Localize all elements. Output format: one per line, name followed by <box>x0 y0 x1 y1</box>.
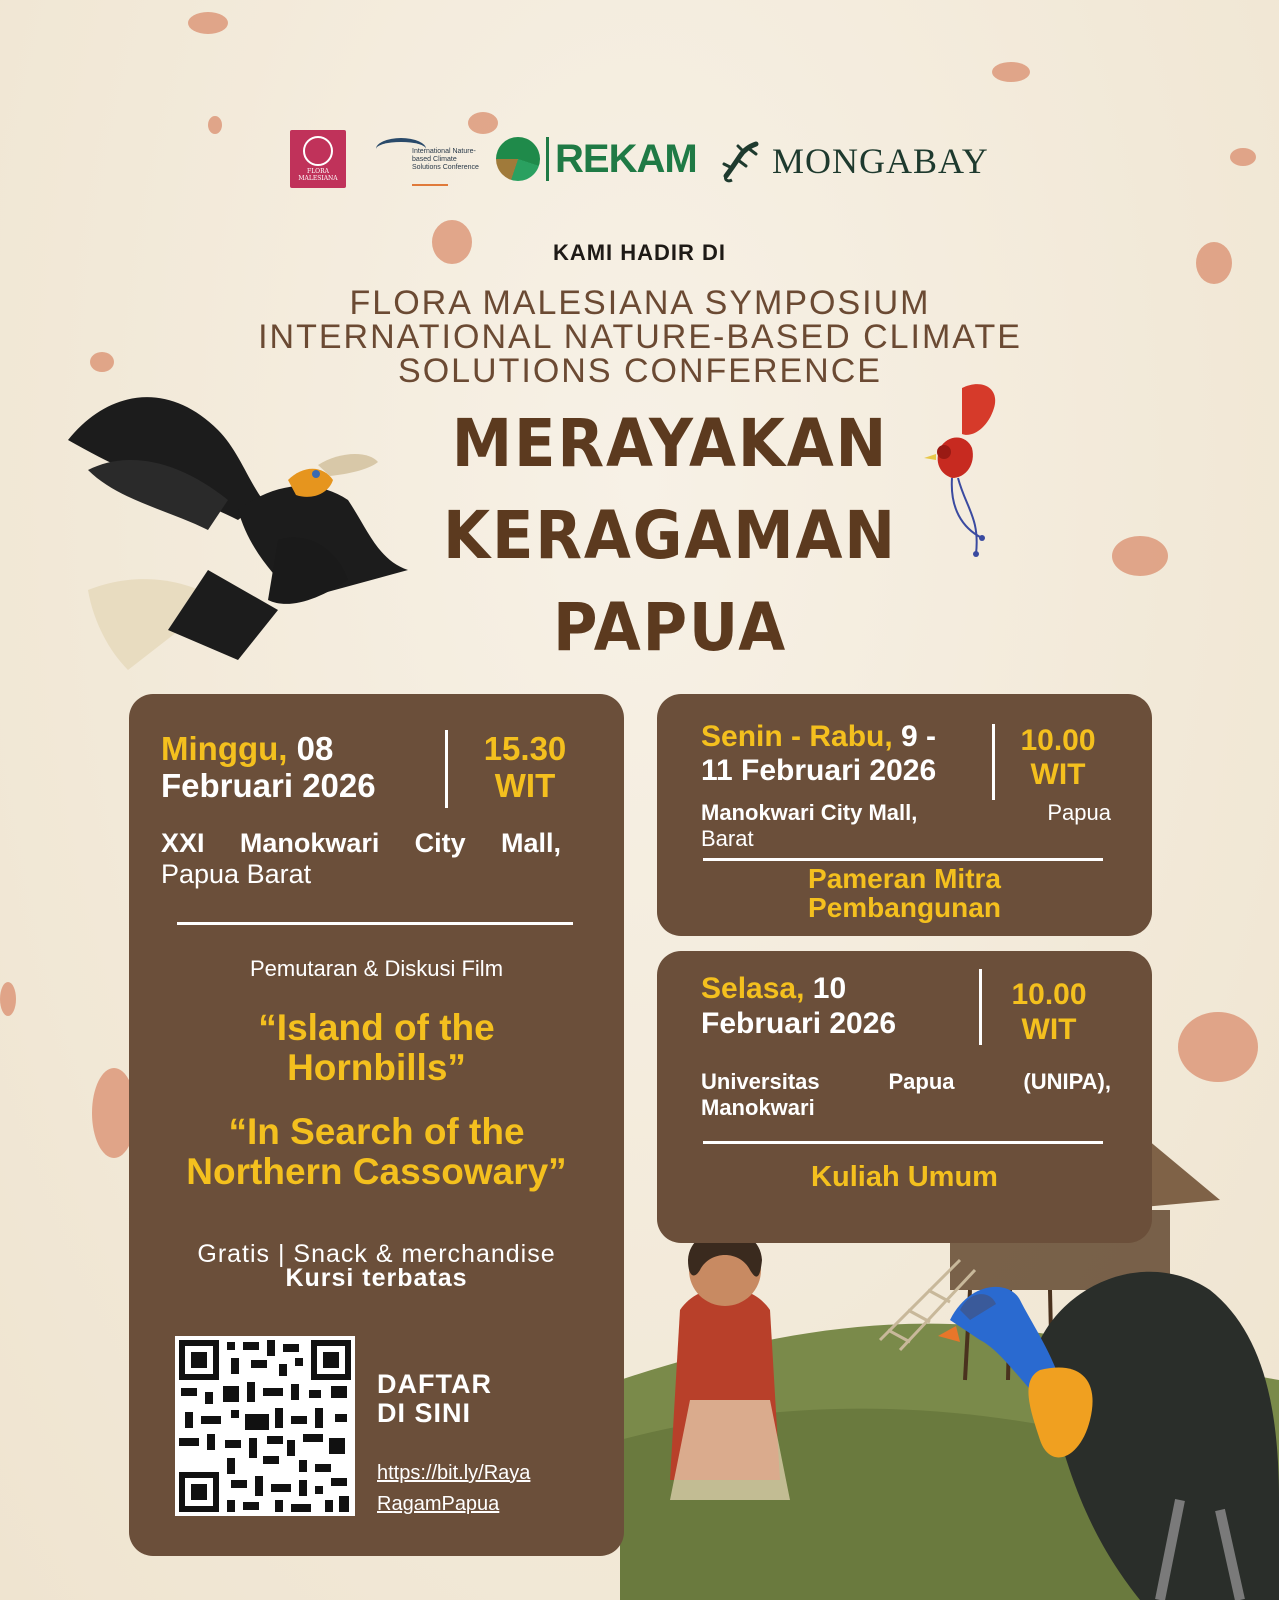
event1-date <box>161 730 376 804</box>
event1-location-2: Papua Barat <box>161 859 312 889</box>
event1-seats: Kursi terbatas <box>285 1264 468 1292</box>
event1-vertical-divider <box>445 730 448 808</box>
event1-location <box>161 828 561 890</box>
event3-time-2: WIT <box>1021 1013 1077 1046</box>
event3-time-1: 10.00 <box>1011 978 1087 1011</box>
event3-vertical-divider <box>979 969 982 1045</box>
event-card-film-screening <box>129 694 624 1556</box>
event2-location <box>701 800 1111 852</box>
climate-logo-text: International Nature-based Climate Solutions Conference <box>412 148 479 171</box>
event2-day: Senin - Rabu, <box>701 720 893 753</box>
title-line-2: KERAGAMAN <box>443 497 897 574</box>
event1-horizontal-divider <box>177 922 573 925</box>
event2-activity-2: Pembangunan <box>808 892 1001 923</box>
petal-decoration <box>188 12 228 34</box>
event1-time <box>465 730 585 804</box>
event1-time-1: 15.30 <box>483 730 567 767</box>
event3-horizontal-divider <box>703 1141 1103 1144</box>
qr-code-icon <box>175 1336 355 1516</box>
event2-date-1: 9 - <box>892 720 937 753</box>
flora-logo-text: FLORA MALESIANA <box>298 168 338 182</box>
rekam-separator <box>546 137 549 181</box>
registration-link[interactable] <box>377 1458 530 1520</box>
mongabay-logo <box>718 136 989 186</box>
event1-time-2: WIT <box>494 767 556 804</box>
film-title-2-line-1: “In Search of the <box>228 1111 525 1152</box>
event1-activity: Pemutaran & Diskusi Film <box>249 956 504 981</box>
title-line-1: MERAYAKAN <box>451 405 889 482</box>
event3-location-1: Universitas Papua (UNIPA), <box>701 1069 1111 1094</box>
film-title-2 <box>129 1112 624 1192</box>
kami-hadir-heading: KAMI HADIR DI <box>552 240 727 265</box>
logo-accent-bar <box>412 184 448 186</box>
event2-vertical-divider <box>992 724 995 800</box>
petal-decoration <box>1178 1012 1258 1082</box>
event3-time <box>993 977 1105 1047</box>
registration-qr-code[interactable] <box>175 1336 355 1516</box>
petal-decoration <box>992 62 1030 82</box>
conference-line-3: SOLUTIONS CONFERENCE <box>398 352 882 390</box>
event3-location-2: Manokwari <box>701 1095 815 1120</box>
event1-date-1: 08 <box>287 730 334 767</box>
event2-location-1: Manokwari City Mall, <box>701 800 918 825</box>
bird-of-paradise-illustration <box>922 378 1012 568</box>
event2-time <box>1003 724 1113 792</box>
film-title-1-line-1: “Island of the <box>258 1007 495 1048</box>
event2-activity <box>657 864 1152 922</box>
register-line-1: DAFTAR <box>377 1369 492 1399</box>
film-title-2-line-2: Northern Cassowary” <box>186 1151 567 1192</box>
event1-day: Minggu, <box>161 730 288 767</box>
title-line-3: PAPUA <box>552 589 788 666</box>
register-line-2: DI SINI <box>377 1398 472 1428</box>
event2-location-2: Barat <box>701 826 754 851</box>
petal-decoration <box>208 116 222 134</box>
film-title-1 <box>129 1008 624 1088</box>
mongabay-logo-text: MONGABAY <box>772 141 989 181</box>
conference-line-1: FLORA MALESIANA SYMPOSIUM <box>349 284 931 322</box>
event3-date-1: 10 <box>804 972 847 1005</box>
climate-conference-logo <box>376 128 486 192</box>
main-title <box>366 398 973 674</box>
event3-date-2: Februari 2026 <box>701 1007 897 1040</box>
event3-activity: Kuliah Umum <box>811 1161 998 1193</box>
registration-link-line-2: RagamPapua <box>377 1493 500 1515</box>
flora-malesiana-logo <box>290 130 346 188</box>
event1-location-1: XXI Manokwari City Mall, <box>161 828 561 858</box>
hornbill-illustration <box>48 370 418 690</box>
partner-logos <box>290 128 1000 198</box>
film-title-1-line-2: Hornbills” <box>287 1047 466 1088</box>
event-card-public-lecture <box>657 951 1152 1243</box>
flower-icon <box>303 136 333 166</box>
petal-decoration <box>0 982 16 1016</box>
event1-free: Gratis | Snack & merchandise <box>197 1240 556 1268</box>
event2-location-1b: Papua <box>1047 800 1111 825</box>
event2-date <box>701 720 936 788</box>
rekam-logo <box>496 134 697 184</box>
gecko-icon <box>718 138 764 184</box>
register-label <box>377 1370 492 1428</box>
petal-decoration <box>90 352 114 372</box>
registration-link-line-1: https://bit.ly/Raya <box>377 1462 531 1484</box>
event2-date-2: 11 Februari 2026 <box>701 754 937 787</box>
event3-date <box>701 971 896 1041</box>
event1-date-2: Februari 2026 <box>161 767 376 804</box>
rekam-logo-text: REKAM <box>555 136 697 181</box>
event-card-exhibition <box>657 694 1152 936</box>
event2-time-1: 10.00 <box>1020 724 1096 757</box>
event3-location <box>701 1069 1111 1121</box>
conference-line-2: INTERNATIONAL NATURE-BASED CLIMATE <box>258 318 1022 356</box>
event2-horizontal-divider <box>703 858 1103 861</box>
event3-day: Selasa, <box>701 972 805 1005</box>
event1-perks <box>129 1242 624 1290</box>
event2-activity-1: Pameran Mitra <box>808 863 1001 894</box>
rekam-leaf-icon <box>496 137 540 181</box>
petal-decoration <box>1230 148 1256 166</box>
event2-time-2: WIT <box>1030 758 1086 791</box>
petal-decoration <box>1112 536 1168 576</box>
